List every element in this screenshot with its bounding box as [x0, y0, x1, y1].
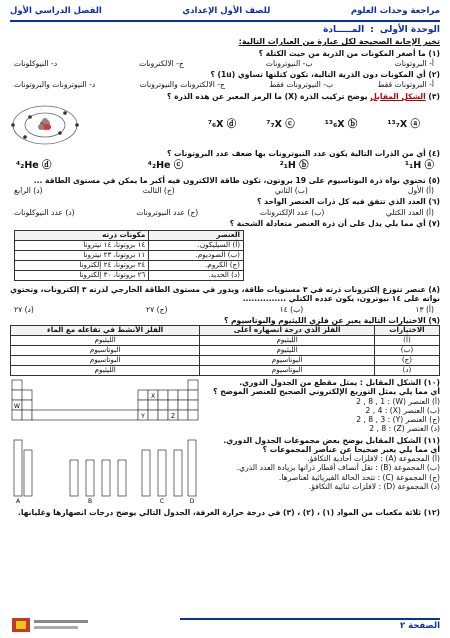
option-c[interactable]: (ج) ٢٧	[146, 304, 168, 314]
table-header: مكونات ذرته	[15, 231, 149, 241]
options	[10, 305, 440, 314]
option-b[interactable]: (ب) عدد الإلكترونات	[259, 207, 325, 217]
question-stem: (١) ما أصغر المكونات من الذرية من حيث الكتلة ؟	[258, 48, 440, 58]
svg-text:Y: Y	[141, 413, 145, 421]
svg-text:A: A	[15, 497, 21, 505]
option-a[interactable]: ¹³₇X ⓐ	[387, 119, 420, 131]
page-footer	[10, 614, 440, 636]
question-8	[10, 285, 440, 314]
figure-label: (١٠) الشكل المقابل : يمثل مقطع من الجدول الدوري.	[239, 378, 440, 388]
option-b[interactable]: (ب) المجموعة (B) : تقل أنصاف أقطار ذراتها بزيادة العدد الذري.	[236, 463, 440, 473]
question-11-text	[200, 436, 440, 492]
option-c[interactable]: ⁴₂He ⓒ	[147, 160, 184, 172]
table-cell: ١٤ بروتونا، ١٤ نيترونا	[15, 241, 149, 251]
question-7	[10, 219, 440, 283]
question-2	[10, 70, 440, 90]
table-cell: (د)	[374, 366, 439, 376]
table-cell: (ب)	[374, 346, 439, 356]
option-b[interactable]: (ب) الثاني	[274, 186, 308, 196]
page-header	[10, 4, 440, 18]
table-cell: البوتاسيوم	[200, 356, 375, 366]
question-9	[10, 316, 440, 376]
option-c[interactable]: (ج) العنصر (Y) : 2 , 8 , 3	[356, 415, 440, 425]
svg-text:B: B	[87, 497, 93, 505]
question-stem: (٢) أي المكونات دون الذرية التالية، تكون كتلتها تساوي (1u) ؟	[210, 70, 440, 80]
table-header: الاختيارات	[374, 326, 439, 336]
options	[10, 80, 440, 89]
unit-topic: المـــــادة	[323, 25, 365, 35]
table-cell: (أ) السيليكون.	[149, 241, 244, 251]
option-c[interactable]: (ج) الثالث	[142, 186, 175, 196]
table-row[interactable]	[15, 241, 244, 251]
option-b[interactable]: ب- النيوترونات فقط	[269, 80, 334, 90]
table-row[interactable]	[11, 356, 440, 366]
question-10	[10, 378, 440, 434]
option-a[interactable]: (أ) الأول	[407, 186, 434, 196]
option-d[interactable]: د- النيوترونات والبروتونات	[14, 80, 96, 90]
svg-text:X: X	[150, 393, 156, 401]
option-b[interactable]: ب- النيوترونات	[265, 58, 313, 68]
instruction: تخير الإجابة الصحيحة لكل عبارة من العبارات التالية:	[238, 36, 440, 46]
table-cell: الليثيوم	[11, 336, 200, 346]
table-cell: (أ)	[374, 336, 439, 346]
option-d[interactable]: ⁷₆X ⓓ	[207, 119, 237, 131]
table-row[interactable]	[11, 336, 440, 346]
table-row[interactable]	[11, 346, 440, 356]
question-12: (١٢) ثلاثة مكعبات من المواد (١) ، (٢) ، (٣) في درجة حرارة الغرفة، الجدول التالي يوضح درجات انصهارها وغليانها.	[17, 507, 440, 517]
question-stem: (٨) عنصر تتوزع إلكترونات ذرته في ٣ مستويات طاقة، ويدور في مستوى الطاقة الخارجي لذرته ٣ إلكترونات، وتحتوي نواته على ١٤ نيوترون، يكون عدده الكتلي ...............	[10, 285, 440, 304]
question-stem: أي مما يلي يعبر صحيحا عن عناصر المجموعات ؟	[262, 444, 440, 454]
question-4	[10, 149, 440, 174]
question-6	[10, 197, 440, 217]
option-a[interactable]: (أ) ١٣	[415, 304, 434, 314]
option-b[interactable]: (ب) ١٤	[279, 304, 304, 314]
option-d[interactable]: ⁴₂He ⓓ	[16, 160, 52, 172]
atom-symbols	[10, 158, 440, 174]
svg-text:W: W	[14, 403, 20, 411]
option-d[interactable]: (د) الرابع	[14, 186, 43, 196]
option-b[interactable]: (ب) العنصر (X) : 2 , 4	[365, 405, 440, 415]
table-cell: الليثيوم	[200, 346, 375, 356]
option-a[interactable]: (أ) العدد الكتلي	[385, 207, 434, 217]
question-11	[10, 436, 440, 506]
options	[10, 59, 440, 68]
header-right: مراجعة وحدات العلوم	[350, 5, 440, 16]
question-stem: (٧) أي مما يلي يدل على أن ذرة العنصر متعادلة الشحنة ؟	[229, 218, 440, 228]
figure-label: الشكل المقابل	[370, 91, 426, 101]
table-cell: ٢٤ بروتونا، ٢٤ إلكترونا	[15, 261, 149, 271]
table-header: الفلز الذي درجة انصهاره أعلى	[200, 326, 375, 336]
option-b[interactable]: ¹³₆X ⓑ	[324, 119, 358, 131]
question-10-text	[200, 378, 440, 434]
question-stem: أي مما يلي يمثل التوزيع الإلكتروني الصحيح للعنصر الموضح ؟	[213, 387, 440, 397]
option-c[interactable]: ج- الالكترونات	[139, 58, 184, 68]
svg-text:C: C	[159, 497, 165, 505]
table-cell: (ب) الصوديوم.	[149, 251, 244, 261]
table-cell: ١١ بروتونا، ٢٣ نيترونا	[15, 251, 149, 261]
periodic-table-section-image	[10, 378, 200, 432]
options	[10, 208, 440, 217]
option-d[interactable]: (د) ٢٧	[14, 304, 34, 314]
option-a[interactable]: (أ) المجموعة (A) : لافلزات أحادية التكافؤ.	[307, 454, 440, 464]
table-row[interactable]	[15, 261, 244, 271]
table-row[interactable]	[11, 366, 440, 376]
header-center: للصف الأول الإعدادي	[182, 5, 271, 16]
table-row[interactable]	[15, 271, 244, 281]
question-text: يوضح تركيب الذرة (X) ما الرمز المعبر عن هذه الذرة ؟	[167, 91, 368, 101]
table-cell: البوتاسيوم	[11, 346, 200, 356]
table-cell: البوتاسيوم	[200, 366, 375, 376]
metals-table	[10, 325, 440, 376]
option-d[interactable]: (د) المجموعة (D) : لافلزات ثنائية التكافؤ.	[308, 481, 440, 491]
svg-text:Z: Z	[170, 413, 176, 421]
question-stem: (٣) الشكل المقابل يوضح تركيب الذرة (X) ما الرمز المعبر عن هذه الذرة ؟	[167, 91, 440, 101]
question-5	[10, 176, 440, 196]
table-cell: (د) الحديد.	[149, 271, 244, 281]
option-d[interactable]: د- النيوكلونات	[14, 58, 58, 68]
header-left: الفصل الدراسي الأول	[10, 5, 102, 16]
option-a[interactable]: أ- البروتونات فقط	[377, 80, 434, 90]
atom-diagram-image	[10, 103, 80, 147]
option-a[interactable]: ¹₁H ⓐ	[404, 160, 434, 172]
option-c[interactable]: (ج) المجموعة (C) : تتحد الحالة الفيزيائية لعناصرها.	[278, 472, 440, 482]
unit-name: الوحدة الأولى	[379, 25, 440, 35]
elements-table	[14, 230, 244, 281]
table-cell: الليثيوم	[11, 366, 200, 376]
atom-symbols	[208, 119, 440, 131]
table-cell: (ج) الكروم.	[149, 261, 244, 271]
question-stem: (٦) العدد الذي تتفق فيه كل ذرات العنصر الواحد ؟	[257, 197, 440, 207]
symbol-row	[10, 103, 440, 147]
option-b[interactable]: ²₁H ⓑ	[279, 160, 309, 172]
option-d[interactable]: (د) العنصر (Z) : 2 , 8	[369, 424, 440, 434]
option-d[interactable]: (د) عدد النيوكلونات	[14, 207, 75, 217]
question-3	[10, 92, 440, 147]
question-stem: (٥) تحتوي نواة ذرة البوتاسيوم على 19 بروتون، تكون طاقة الالكترون فيه أكبر ما يمكن في مستوى الطاقة ...	[33, 175, 440, 185]
option-c[interactable]: ⁷₇X ⓒ	[266, 119, 295, 131]
option-a[interactable]: أ- البروتونات	[394, 58, 434, 68]
question-stem: (٤) أي من الذرات التالية يكون عدد النيوترونات بها ضعف عدد البروتونات ؟	[166, 148, 440, 158]
options	[10, 186, 440, 195]
option-c[interactable]: (ج) عدد النيوترونات	[136, 207, 199, 217]
table-cell: ٢٦ بروتونا، ٣٠ إلكترونا	[15, 271, 149, 281]
unit-title: الوحدة الأولى : المـــــادة	[323, 25, 440, 35]
table-cell: الليثيوم	[200, 336, 375, 346]
table-row[interactable]	[15, 251, 244, 261]
periodic-groups-image	[10, 436, 200, 506]
table-cell: البوتاسيوم	[11, 356, 200, 366]
table-header: العنصر	[149, 231, 244, 241]
table-header: الفلز الأنشط في تفاعله مع الماء	[11, 326, 200, 336]
page-number: الصفحة ٢	[180, 618, 440, 631]
option-c[interactable]: ج- الالكترونات والنيوترونات	[139, 80, 225, 90]
option-a[interactable]: (أ) العنصر (W) : 2 , 8 , 1	[356, 396, 440, 406]
question-1	[10, 49, 440, 69]
svg-text:D: D	[189, 497, 195, 505]
table-cell: (ج)	[374, 356, 439, 366]
publisher-logo-image	[10, 614, 90, 636]
question-stem: (٩) الاختيارات التالية يعبر عن فلزي الليثيوم والبوتاسيوم ؟	[223, 315, 440, 325]
header-divider	[10, 20, 440, 22]
figure-label: (١١) الشكل المقابل يوضح بعض مجموعات الجدول الدوري.	[223, 435, 440, 445]
